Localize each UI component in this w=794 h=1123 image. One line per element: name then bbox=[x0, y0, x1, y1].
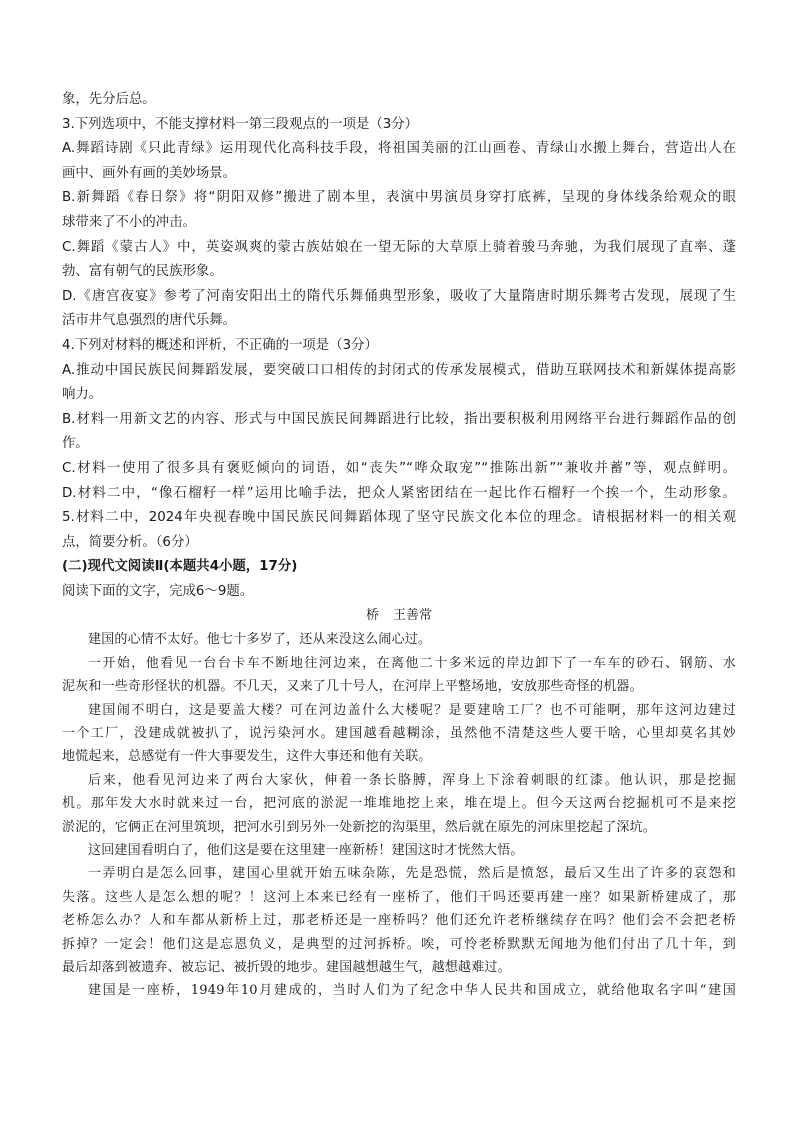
text-line: D.《唐宫夜宴》参考了河南安阳出土的隋代乐舞俑典型形象，吸收了大量隋唐时期乐舞考古发现，展现了生 bbox=[62, 288, 736, 304]
story-line: 建国闹不明白，这是要盖大楼？可在河边盖什么大楼呢？是要建啥工厂？也不可能啊，那年这河边建过 bbox=[88, 702, 736, 718]
text-line: 作。 bbox=[62, 436, 89, 452]
text-line: 象，先分后总。 bbox=[62, 92, 156, 107]
text-line: 球带来了不小的冲击。 bbox=[62, 214, 196, 230]
text-line: C.舞蹈《蒙古人》中，英姿飒爽的蒙古族姑娘在一望无际的大草原上骑着骏马奔驰，为我们展现了直率、蓬 bbox=[62, 239, 736, 255]
document-page bbox=[62, 88, 736, 1003]
story-line: 老桥怎么办？人和车都从新桥上过，那老桥还是一座桥吗？他们还允许老桥继续存在吗？他们会不会把老桥 bbox=[62, 913, 736, 929]
story-line: 机。那年发大水时就来过一台，把河底的淤泥一堆堆地挖上来，堆在堤上。但今天这两台挖掘机可不是来挖 bbox=[62, 796, 736, 812]
story-line: 淤泥的，它俩正在河里筑坝，把河水引到另外一处新挖的沟渠里，然后就在原先的河床里挖起了深坑。 bbox=[62, 819, 657, 835]
story-line: 一开始，他看见一台台卡车不断地往河边来，在离他二十多米远的岸边卸下了一车车的砂石、钢筋、水 bbox=[88, 655, 736, 671]
text-line: 3.下列选项中，不能支撑材料一第三段观点的一项是（3分） bbox=[62, 116, 419, 132]
story-line: 后来，他看见河边来了两台大家伙，伸着一条长胳膊，浑身上下涂着刺眼的红漆。他认识，那是挖掘 bbox=[88, 772, 736, 788]
story-line: 一个工厂，没建成就被扒了，说污染河水。建国越看越糊涂，虽然他不清楚这些人要干啥，心里却莫名其妙 bbox=[62, 726, 736, 742]
story-author: 王善常 bbox=[393, 608, 433, 624]
story-line: 这回建国看明白了，他们这是要在这里建一座新桥！建国这时才恍然大悟。 bbox=[88, 842, 524, 858]
text-line: 画中、画外有画的美妙场景。 bbox=[62, 165, 237, 181]
story-title: 桥 bbox=[365, 608, 379, 624]
story-line: 建国的心情不太好。他七十多岁了，还从来没这么闹心过。 bbox=[88, 632, 432, 648]
story-line: 地慌起来，总感觉有一件大事要发生，这件大事还和他有关联。 bbox=[62, 749, 432, 765]
text-line: D.材料二中，“像石榴籽一样”运用比喻手法，把众人紧密团结在一起比作石榴籽一个挨一个，生动形象。 bbox=[62, 485, 736, 501]
story-body bbox=[62, 628, 736, 1002]
text-line: 响力。 bbox=[62, 387, 103, 403]
story-title-line bbox=[62, 604, 736, 628]
text-line: 点，简要分析。（6分） bbox=[62, 534, 198, 550]
question-block bbox=[62, 88, 736, 555]
section-heading: (二)现代文阅读Ⅱ(本题共4小题，17分) bbox=[62, 559, 298, 575]
story-line: 拆掉？一定会！他们这是忘恩负义，是典型的过河拆桥。唉，可怜老桥默默无闻地为他们付出了几十年，到 bbox=[62, 936, 736, 952]
text-line: A.推动中国民族民间舞蹈发展，要突破口口相传的封闭式的传承发展模式，借助互联网技术和新媒体提高影 bbox=[62, 362, 736, 378]
story-line: 失落。这些人是怎么想的呢？！这河上本来已经有一座桥了，他们干吗还要再建一座？如果新桥建成了，那 bbox=[62, 889, 736, 905]
story-line: 最后却落到被遗弃、被忘记、被折毁的地步。建国越想越生气，越想越难过。 bbox=[62, 959, 511, 975]
text-line: B.材料一用新文艺的内容、形式与中国民族民间舞蹈进行比较，指出要积极利用网络平台进行舞蹈作品的创 bbox=[62, 411, 736, 427]
section-instruction: 阅读下面的文字，完成6～9题。 bbox=[62, 583, 254, 599]
text-line: C.材料一使用了很多具有褒贬倾向的词语，如“丧失”“哗众取宠”“推陈出新”“兼收并蓄”等，观点鲜明。 bbox=[62, 460, 736, 476]
text-line: 勃、富有朝气的民族形象。 bbox=[62, 264, 223, 280]
text-line: 5.材料二中，2024年央视春晚中国民族民间舞蹈体现了坚守民族文化本位的理念。请根据材料一的相关观 bbox=[62, 510, 736, 526]
story-line: 建国是一座桥，1949年10月建成的，当时人们为了纪念中华人民共和国成立，就给他取名字叫“建国 bbox=[88, 983, 736, 999]
text-line: B.新舞蹈《春日祭》将“阴阳双修”搬进了剧本里，表演中男演员身穿打底裤，呈现的身体线条给观众的眼 bbox=[62, 190, 736, 206]
story-line: 泥灰和一些奇形怪状的机器。不几天，又来了几十号人，在河岸上平整场地，安放那些奇怪的机器。 bbox=[62, 679, 643, 695]
text-line: 4.下列对材料的概述和评析，不正确的一项是（3分） bbox=[62, 337, 378, 353]
story-line: 一弄明白是怎么回事，建国心里就开始五味杂陈，先是恐慌，然后是愤怒，最后又生出了许多的哀怨和 bbox=[88, 866, 736, 882]
text-line: A.舞蹈诗剧《只此青绿》运用现代化高科技手段，将祖国美丽的江山画卷、青绿山水搬上舞台，营造出人在 bbox=[62, 141, 736, 157]
text-line: 活市井气息强烈的唐代乐舞。 bbox=[62, 313, 237, 329]
